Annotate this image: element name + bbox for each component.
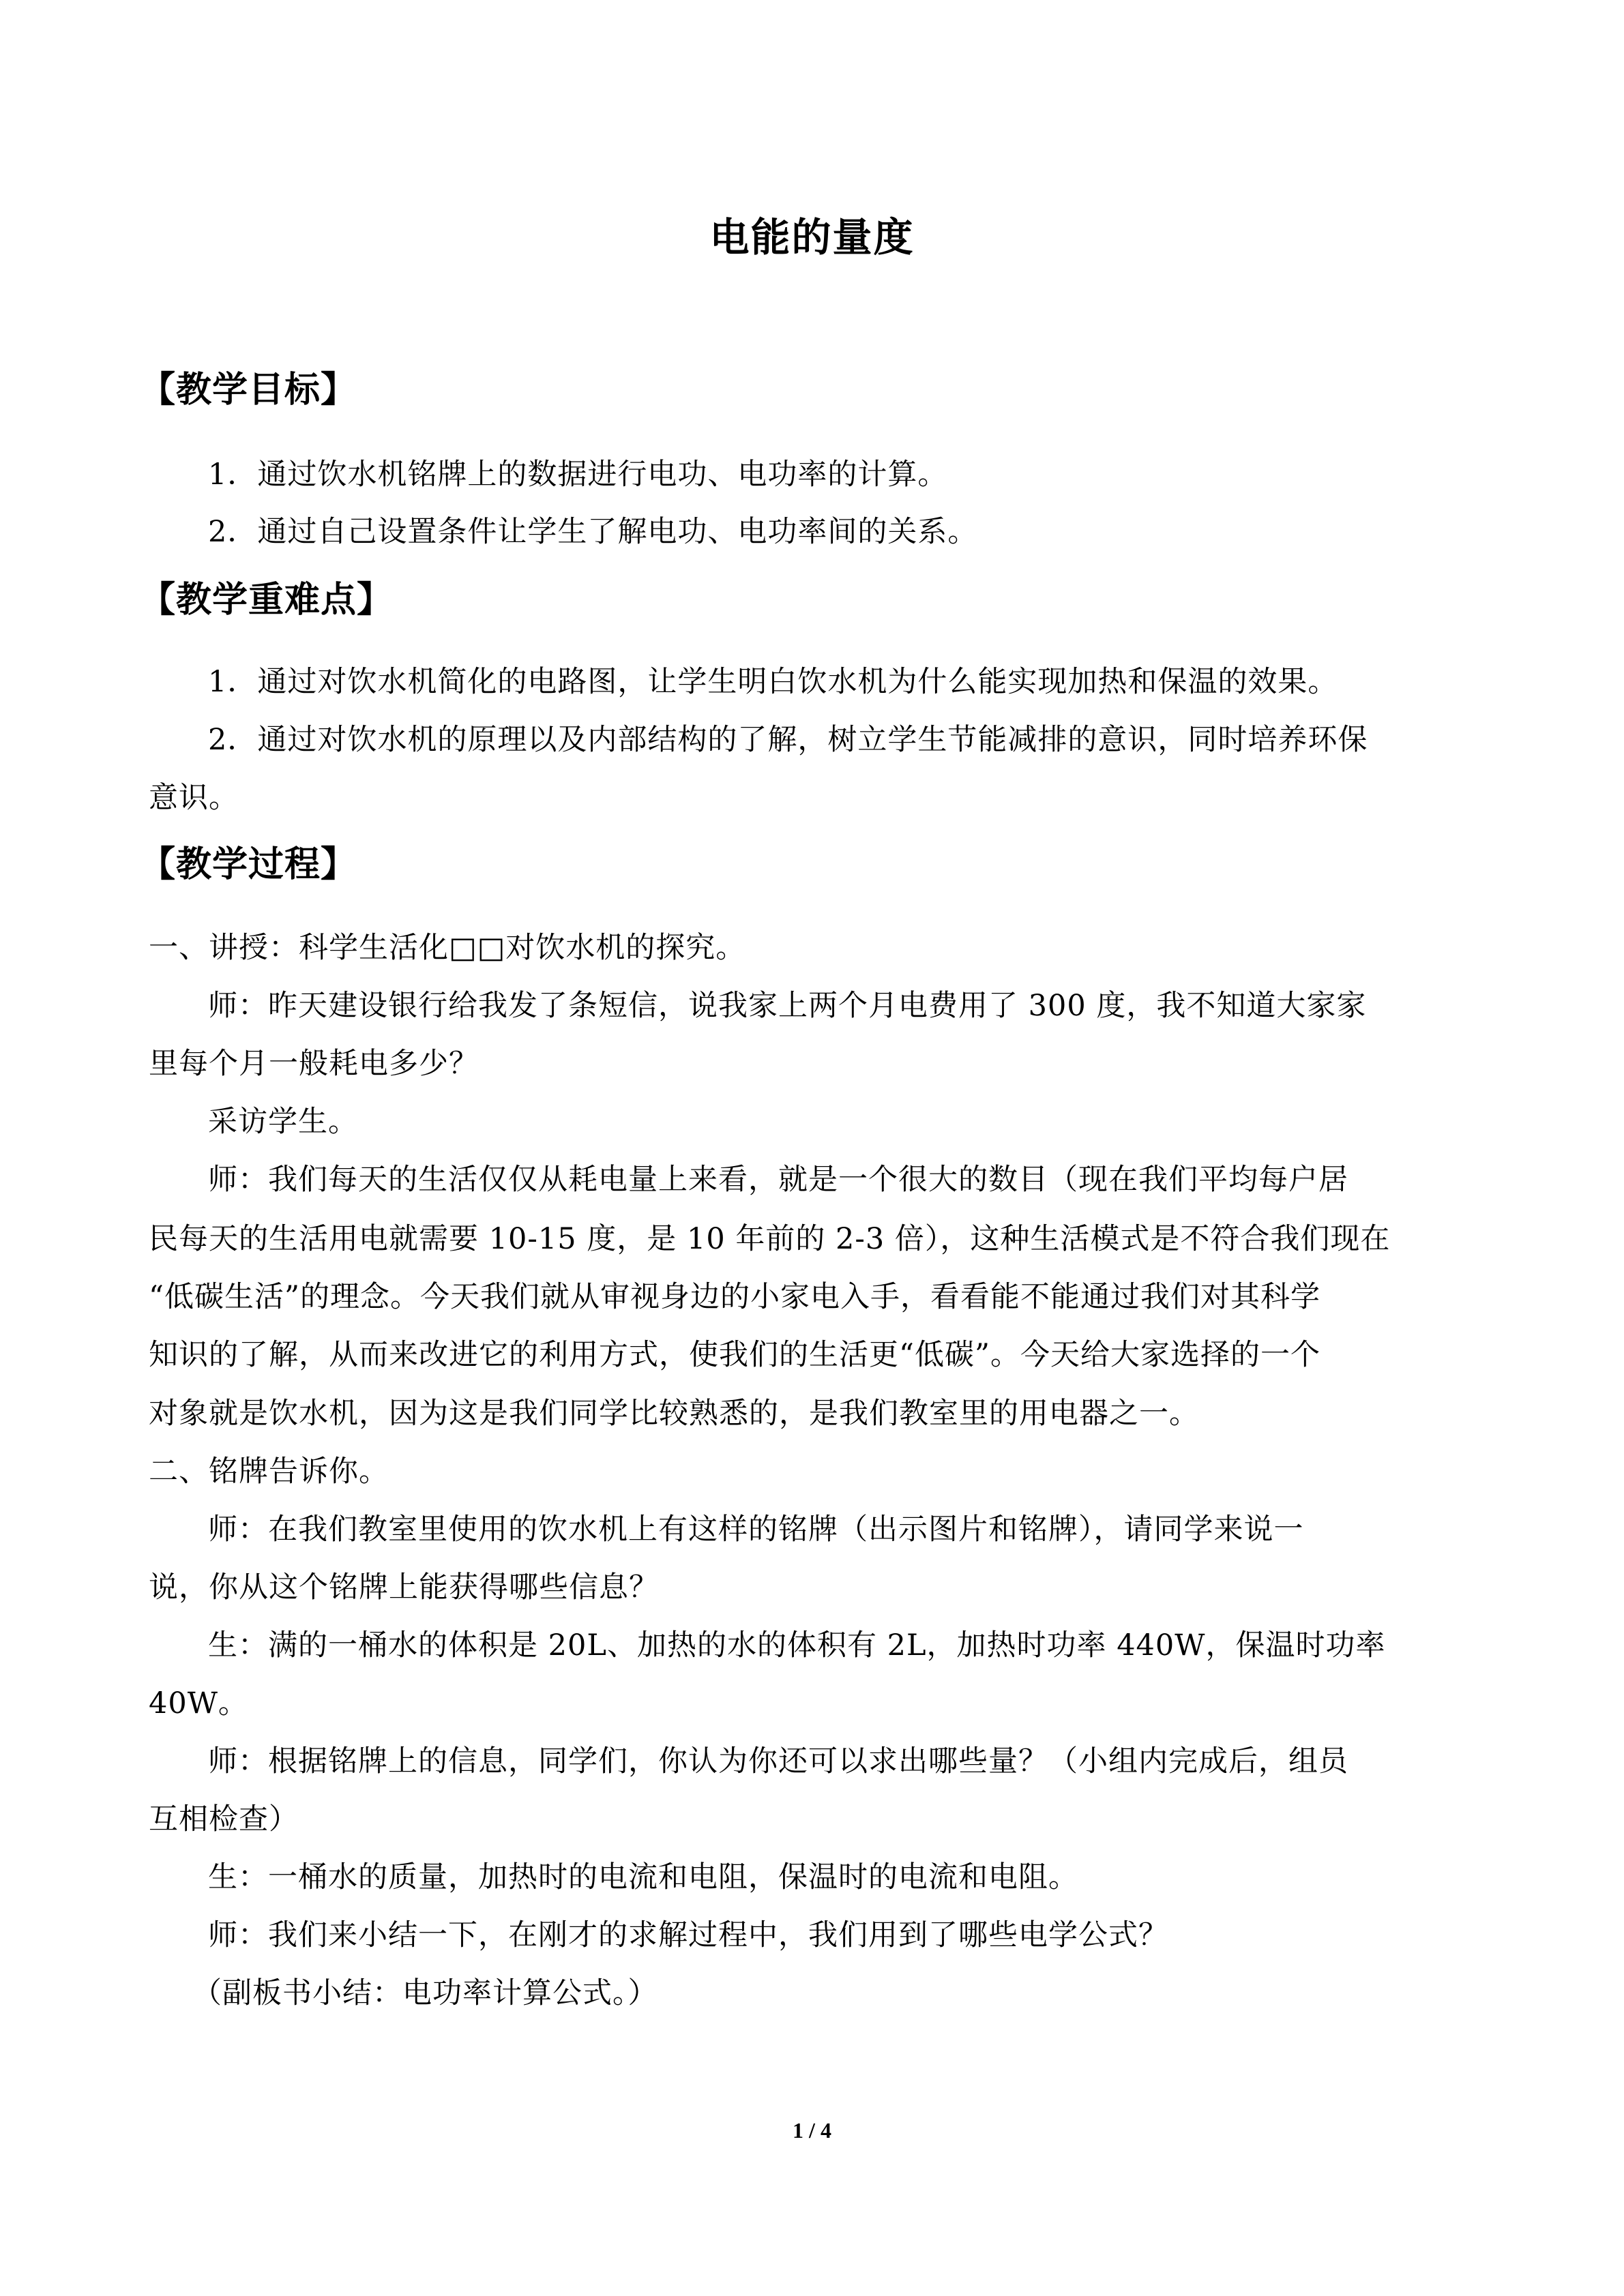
process-line: 师：在我们教室里使用的饮水机上有这样的铭牌（出示图片和铭牌），请同学来说一 xyxy=(208,1512,1304,1547)
goal-item-2: 2．通过自己设置条件让学生了解电功、电功率间的关系。 xyxy=(208,515,978,549)
process-line: （副板书小结：电功率计算公式。） xyxy=(192,1976,658,2010)
process-line: 生：一桶水的质量，加热时的电流和电阻，保温时的电流和电阻。 xyxy=(208,1860,1078,1894)
process-line: 二、铭牌告诉你。 xyxy=(149,1455,389,1489)
section-heading-goals: 【教学目标】 xyxy=(140,370,357,411)
process-line: 一、讲授：科学生活化□□对饮水机的探究。 xyxy=(149,931,746,965)
process-line: 采访学生。 xyxy=(208,1105,358,1139)
process-line: 对象就是饮水机，因为这是我们同学比较熟悉的，是我们教室里的用电器之一。 xyxy=(149,1397,1199,1431)
page-title: 电能的量度 xyxy=(709,214,915,260)
process-line: 里每个月一般耗电多少？ xyxy=(149,1047,479,1081)
process-line: 说，你从这个铭牌上能获得哪些信息？ xyxy=(149,1570,659,1605)
goal-item-1: 1．通过饮水机铭牌上的数据进行电功、电功率的计算。 xyxy=(208,458,948,492)
process-line: 互相检查） xyxy=(149,1802,299,1836)
process-line: 知识的了解，从而来改进它的利用方式，使我们的生活更“低碳”。今天给大家选择的一个 xyxy=(149,1338,1320,1372)
key-point-item-1: 1．通过对饮水机简化的电路图，让学生明白饮水机为什么能实现加热和保温的效果。 xyxy=(208,665,1338,699)
key-point-item-2-cont: 意识。 xyxy=(149,781,239,815)
process-line: 师：昨天建设银行给我发了条短信，说我家上两个月电费用了 300 度，我不知道大家家 xyxy=(208,989,1367,1023)
process-line: “低碳生活”的理念。今天我们就从审视身边的小家电入手，看看能不能通过我们对其科学 xyxy=(149,1280,1320,1314)
process-line: 师：我们每天的生活仅仅从耗电量上来看，就是一个很大的数目（现在我们平均每户居 xyxy=(208,1163,1348,1197)
process-line: 民每天的生活用电就需要 10-15 度，是 10 年前的 2-3 倍），这种生活模式是不符合我们现在 xyxy=(149,1222,1391,1256)
section-heading-process: 【教学过程】 xyxy=(140,844,357,885)
process-line: 师：根据铭牌上的信息，同学们，你认为你还可以求出哪些量？（小组内完成后，组员 xyxy=(208,1744,1348,1778)
key-point-item-2: 2．通过对饮水机的原理以及内部结构的了解，树立学生节能减排的意识，同时培养环保 xyxy=(208,723,1368,757)
process-line: 生：满的一桶水的体积是 20L、加热的水的体积有 2L，加热时功率 440W，保温时功率 xyxy=(208,1628,1386,1663)
process-line: 师：我们来小结一下，在刚才的求解过程中，我们用到了哪些电学公式？ xyxy=(208,1918,1168,1952)
page-number: 1 / 4 xyxy=(793,2118,831,2143)
section-heading-key-points: 【教学重难点】 xyxy=(140,580,394,621)
process-line: 40W。 xyxy=(149,1686,248,1720)
